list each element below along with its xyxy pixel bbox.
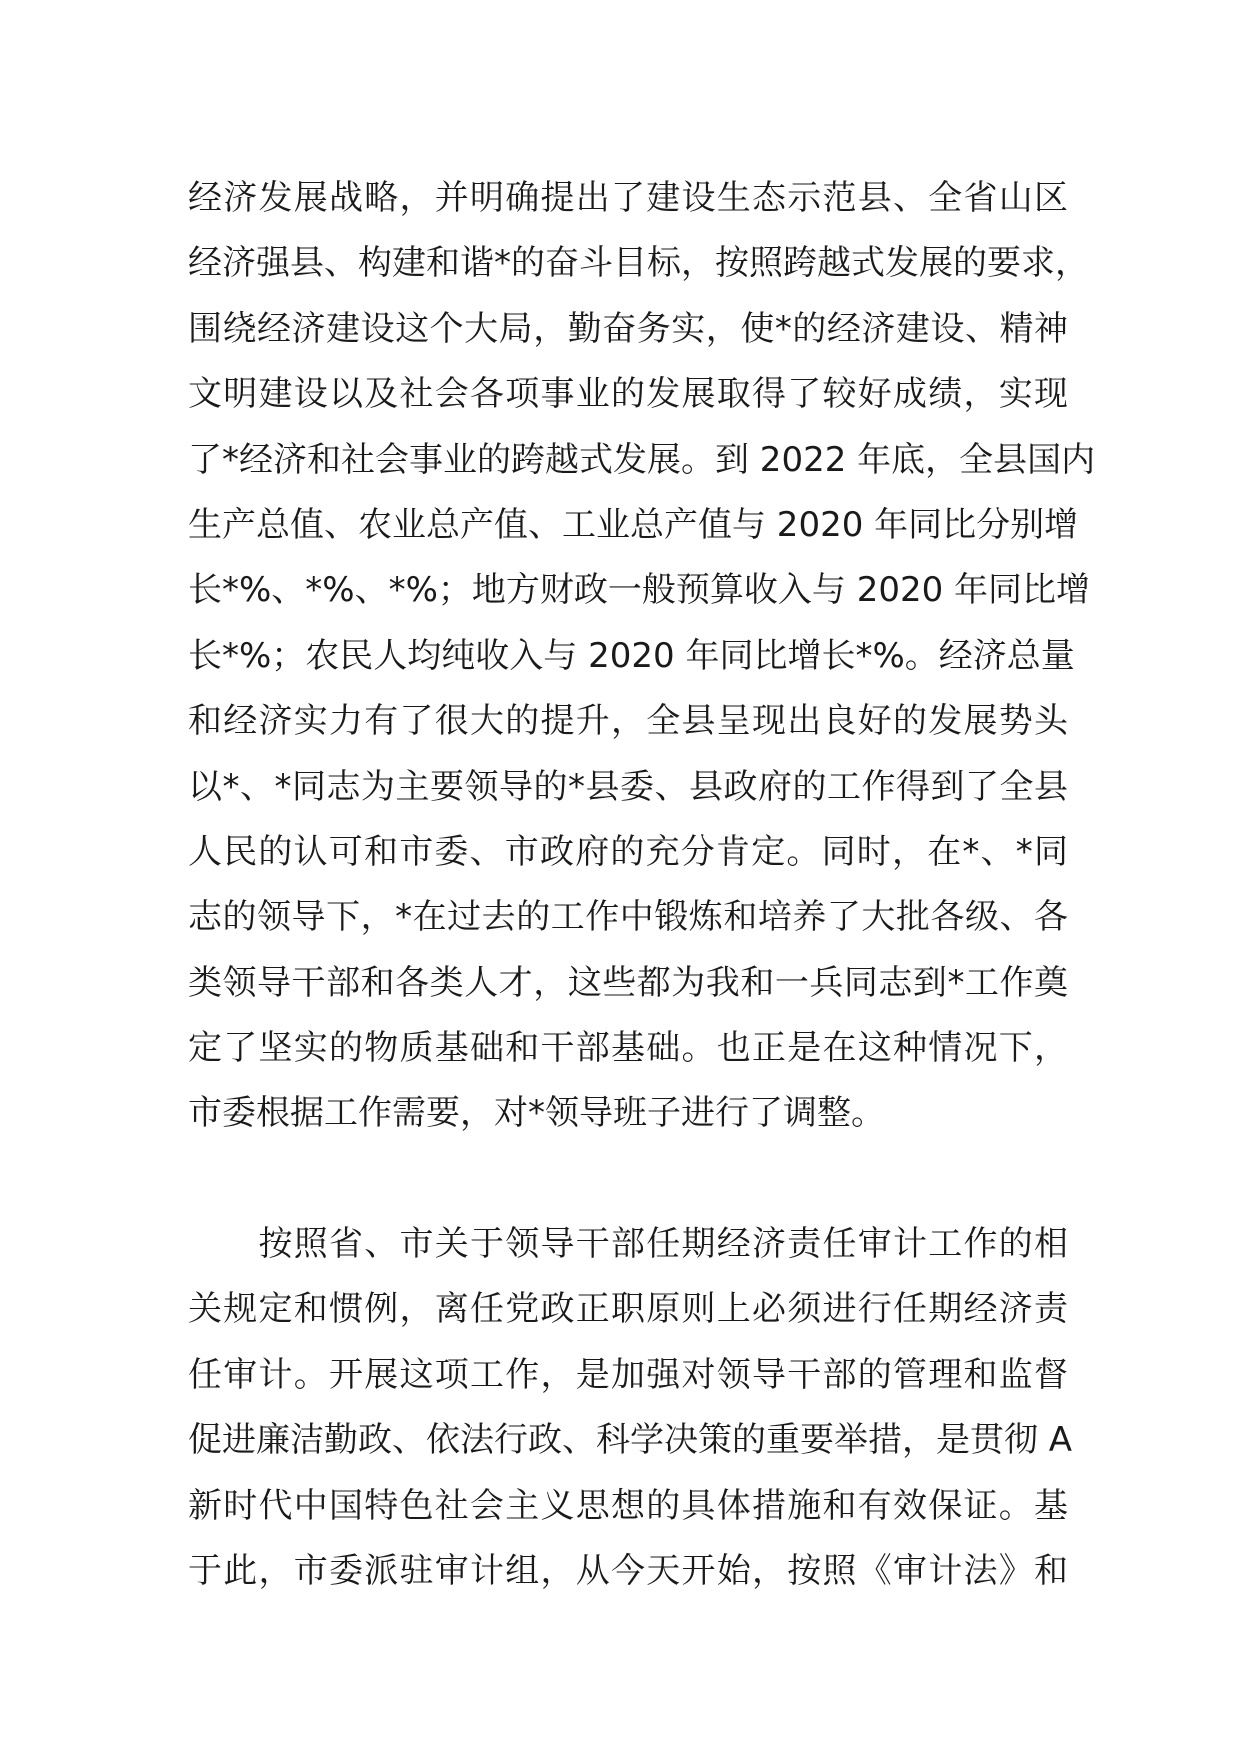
- text-line: 长*%、*%、*%；地方财政一般预算收入与 2020 年同比增: [188, 570, 1091, 611]
- text-line: 促进廉洁勤政、依法行政、科学决策的重要举措，是贯彻 A: [188, 1420, 1073, 1461]
- text-line: 任审计。开展这项工作，是加强对领导干部的管理和监督: [188, 1354, 1068, 1395]
- text-line: 按照省、市关于领导干部任期经济责任审计工作的相: [188, 1224, 1068, 1264]
- text-line: 围绕经济建设这个大局，勤奋务实，使*的经济建设、精神: [188, 308, 1068, 349]
- text-line: 于此，市委派驻审计组，从今天开始，按照《审计法》和: [188, 1550, 1068, 1591]
- text-line: 志的领导下，*在过去的工作中锻炼和培养了大批各级、各: [188, 897, 1068, 938]
- text-line: 关规定和惯例，离任党政正职原则上必须进行任期经济责: [188, 1289, 1068, 1330]
- text-line: 定了坚实的物质基础和干部基础。也正是在这种情况下，: [188, 1028, 1068, 1069]
- text-line: 和经济实力有了很大的提升，全县呈现出良好的发展势头: [188, 701, 1068, 742]
- text-line: 生产总值、农业总产值、工业总产值与 2020 年同比分别增: [188, 504, 1079, 545]
- text-line: 类领导干部和各类人才，这些都为我和一兵同志到*工作奠: [188, 962, 1068, 1003]
- text-line: 文明建设以及社会各项事业的发展取得了较好成绩，实现: [188, 374, 1068, 415]
- text-line: 新时代中国特色社会主义思想的具体措施和有效保证。基: [188, 1485, 1068, 1526]
- text-line: 人民的认可和市委、市政府的充分肯定。同时，在*、*同: [188, 831, 1068, 872]
- text-line: 以*、*同志为主要领导的*县委、县政府的工作得到了全县: [188, 766, 1068, 807]
- paragraph-2: [188, 1212, 1073, 1604]
- text-line: 了*经济和社会事业的跨越式发展。到 2022 年底，全县国内: [188, 439, 1096, 480]
- text-line: 经济发展战略，并明确提出了建设生态示范县、全省山区: [188, 178, 1068, 218]
- text-line: 市委根据工作需要，对*领导班子进行了调整。: [188, 1093, 885, 1134]
- text-line: 经济强县、构建和谐*的奋斗目标，按照跨越式发展的要求，: [188, 243, 1089, 284]
- paragraph-1: [188, 166, 1096, 1147]
- text-line: 长*%；农民人均纯收入与 2020 年同比增长*%。经济总量: [188, 635, 1075, 676]
